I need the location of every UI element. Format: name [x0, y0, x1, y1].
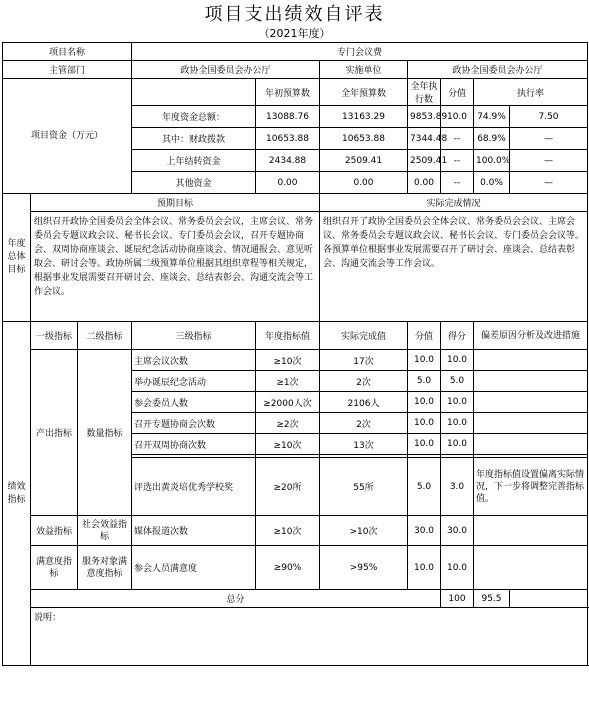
indicator-weight: 5.0	[408, 371, 441, 392]
indicator-score: 10.0	[441, 392, 474, 413]
total-score: 95.5	[474, 590, 510, 608]
funds-header-blank	[132, 79, 256, 106]
funds-row-rate: 0.0%	[474, 172, 510, 194]
funds-header-weight: 分值	[441, 79, 474, 106]
funds-row-score: —	[510, 172, 588, 194]
indicator-header-level3: 三级指标	[132, 322, 256, 350]
funds-row-weight: 10.0	[441, 106, 474, 128]
page-subtitle: （2021年度）	[258, 27, 331, 40]
expected-goal-header: 预期目标	[31, 194, 320, 212]
indicator-weight: 10.0	[408, 350, 441, 371]
indicator-score: 10.0	[441, 350, 474, 371]
note-label: 说明：	[34, 613, 62, 623]
indicator-weight: 10.0	[408, 392, 441, 413]
indicator-score: 30.0	[441, 516, 474, 546]
dept-label: 主管部门	[3, 61, 132, 79]
total-weight: 100	[441, 590, 474, 608]
level1-output: 产出指标	[31, 350, 78, 516]
indicator-actual: 55所	[320, 458, 408, 516]
page-title: 项目支出绩效自评表	[204, 4, 385, 25]
funds-header-initial: 年初预算数	[256, 79, 320, 106]
funds-row-rate: 68.9%	[474, 128, 510, 150]
indicator-name: 参会人员满意度	[132, 546, 256, 590]
indicator-target: ≥2次	[256, 413, 320, 434]
indicator-actual: 13次	[320, 434, 408, 455]
funds-row-initial: 10653.88	[256, 128, 320, 150]
indicator-header-score: 得分	[441, 322, 474, 350]
indicator-name: 召开专题协商会次数	[132, 413, 256, 434]
funds-row-name: 年度资金总额：	[132, 106, 256, 128]
indicator-note	[474, 392, 588, 413]
indicator-header-weight: 分值	[408, 322, 441, 350]
indicator-actual: 2106人	[320, 392, 408, 413]
unit-label: 实施单位	[320, 61, 408, 79]
indicator-name: 举办诞辰纪念活动	[132, 371, 256, 392]
indicator-weight: 30.0	[408, 516, 441, 546]
indicator-header-level2: 二级指标	[78, 322, 132, 350]
indicator-note	[474, 434, 588, 455]
indicator-score: 5.0	[441, 371, 474, 392]
level1-satisfaction: 满意度指标	[31, 546, 78, 590]
project-name-value: 专门会议费	[132, 43, 588, 61]
indicator-header-target: 年度指标值	[256, 322, 320, 350]
funds-row-rate: 100.0%	[474, 150, 510, 172]
indicator-score: 10.0	[441, 434, 474, 455]
funds-row-executed: 0.00	[408, 172, 441, 194]
performance-indicator-label: 绩效指标	[3, 322, 31, 666]
indicator-note	[474, 413, 588, 434]
indicator-actual: >95%	[320, 546, 408, 590]
funds-row-executed: 7344.48	[408, 128, 441, 150]
level2-social: 社会效益指标	[78, 516, 132, 546]
indicator-name: 参会委员人数	[132, 392, 256, 413]
funds-row-name: 其他资金	[132, 172, 256, 194]
indicator-note	[474, 350, 588, 371]
funds-row-annual: 0.00	[320, 172, 408, 194]
level1-benefit: 效益指标	[31, 516, 78, 546]
indicator-target: ≥2000人次	[256, 392, 320, 413]
evaluation-table	[2, 42, 588, 666]
funds-row-rate: 74.9%	[474, 106, 510, 128]
indicator-name: 主席会议次数	[132, 350, 256, 371]
indicator-header-deviation: 偏差原因分析及改进措施	[474, 322, 588, 350]
dept-value: 政协全国委员会办公厅	[132, 61, 320, 79]
indicator-name: 召开双周协商次数	[132, 434, 256, 455]
funds-row-annual: 2509.41	[320, 150, 408, 172]
funds-row-initial: 13088.76	[256, 106, 320, 128]
indicator-actual: 2次	[320, 413, 408, 434]
indicator-name: 评选出黄炎培优秀学校奖	[132, 458, 256, 516]
note-section	[31, 608, 588, 666]
indicator-header-actual: 实际完成值	[320, 322, 408, 350]
total-blank	[510, 590, 588, 608]
funds-header-executed: 全年执行数	[408, 79, 441, 106]
expected-goal-text: 组织召开政协全国委员会全体会议、常务委员会会议，主席会议、常务委员会专题议政会议、秘书长会议、专门委员会会议，召开专题协商会、双周协商座谈会、诞辰纪念活动协商座谈会、情况通报会、意见听取会、研讨会等。政协所属二级预算单位根据其组织章程等相关规定，根据事业发展需要召开研讨会、座谈会、总结表彰会、沟通交流会等工作会议。	[31, 212, 320, 322]
funds-row-initial: 0.00	[256, 172, 320, 194]
funds-label: 项目资金（万元）	[3, 79, 132, 194]
funds-row-executed: 2509.41	[408, 150, 441, 172]
funds-row-name: 其中：财政拨款	[132, 128, 256, 150]
indicator-actual: >10次	[320, 516, 408, 546]
funds-header-annual: 全年预算数	[320, 79, 408, 106]
funds-row-score: 7.50	[510, 106, 588, 128]
funds-row-annual: 13163.29	[320, 106, 408, 128]
indicator-actual: 17次	[320, 350, 408, 371]
indicator-weight: 10.0	[408, 546, 441, 590]
funds-header-rate: 执行率	[474, 79, 588, 106]
funds-row-weight: --	[441, 128, 474, 150]
funds-row-weight: --	[441, 150, 474, 172]
indicator-score: 10.0	[441, 546, 474, 590]
indicator-score: 10.0	[441, 413, 474, 434]
funds-row-weight: --	[441, 172, 474, 194]
indicator-target: ≥90%	[256, 546, 320, 590]
indicator-weight: 10.0	[408, 434, 441, 455]
indicator-note	[474, 371, 588, 392]
indicator-weight: 10.0	[408, 413, 441, 434]
indicator-header-level1: 一级指标	[31, 322, 78, 350]
actual-completion-header: 实际完成情况	[320, 194, 588, 212]
project-name-label: 项目名称	[3, 43, 132, 61]
funds-row-name: 上年结转资金	[132, 150, 256, 172]
funds-row-initial: 2434.88	[256, 150, 320, 172]
indicator-target: ≥10次	[256, 434, 320, 455]
funds-row-score: —	[510, 128, 588, 150]
indicator-target: ≥10次	[256, 516, 320, 546]
actual-completion-text: 组织召开了政协全国委员会全体会议、常务委员会会议、主席会议、常务委员会专题议政会议、秘书长会议、专门委员会会议等。各预算单位根据事业发展需要召开了研讨会、座谈会、总结表彰会、沟通交流会等工作会议。	[320, 212, 588, 322]
indicator-target: ≥10次	[256, 350, 320, 371]
indicator-target: ≥20所	[256, 458, 320, 516]
indicator-score: 3.0	[441, 458, 474, 516]
funds-row-annual: 10653.88	[320, 128, 408, 150]
indicator-note: 年度指标值设置偏离实际情况，下一步将调整完善指标值。	[474, 458, 588, 516]
annual-goal-label: 年度总体目标	[3, 194, 31, 322]
funds-row-score: —	[510, 150, 588, 172]
level2-service: 服务对象满意度指标	[78, 546, 132, 590]
indicator-note	[474, 546, 588, 590]
unit-value: 政协全国委员会办公厅	[408, 61, 588, 79]
indicator-target: ≥1次	[256, 371, 320, 392]
funds-row-executed: 9853.89	[408, 106, 441, 128]
level2-quantity: 数量指标	[78, 350, 132, 516]
total-label: 总分	[31, 590, 441, 608]
indicator-weight: 5.0	[408, 458, 441, 516]
indicator-note	[474, 516, 588, 546]
indicator-name: 媒体报道次数	[132, 516, 256, 546]
indicator-actual: 2次	[320, 371, 408, 392]
